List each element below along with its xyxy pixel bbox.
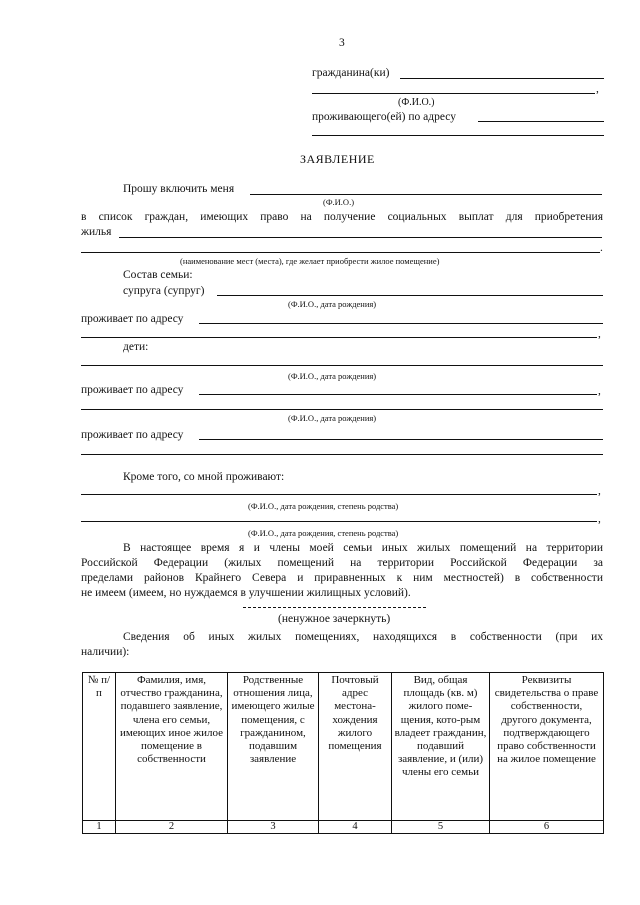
child2-lives-label: проживает по адресу bbox=[81, 429, 184, 441]
dashed-separator bbox=[243, 607, 426, 608]
paragraph-line2: Российской Федерации (жилых помещений на территории Российской Федерации за bbox=[81, 557, 603, 569]
column-number-2: 2 bbox=[116, 821, 228, 834]
request-line2: в список граждан, имеющих право на получение социальных выплат для приобретения bbox=[81, 211, 603, 223]
spouse-address-field[interactable] bbox=[199, 323, 603, 324]
request-line3: жилья bbox=[81, 226, 112, 238]
other-resident1-field[interactable] bbox=[81, 494, 597, 495]
info-line1: Сведения об иных жилых помещениях, находящихся в собственности (при их bbox=[123, 631, 603, 643]
header-comma: , bbox=[596, 83, 599, 95]
child2-address-field[interactable] bbox=[199, 439, 603, 440]
child2-field[interactable] bbox=[81, 409, 603, 410]
citizen-name-field[interactable] bbox=[400, 78, 604, 79]
family-heading: Состав семьи: bbox=[123, 269, 193, 281]
child2-caption: (Ф.И.О., дата рождения) bbox=[288, 413, 377, 423]
spouse-lives-label: проживает по адресу bbox=[81, 313, 184, 325]
column-number-5: 5 bbox=[392, 821, 490, 834]
header-col-address: Почтовый адрес местона-хождения жилого помещения bbox=[319, 673, 392, 821]
info-line2: наличии): bbox=[81, 646, 130, 658]
child1-comma: , bbox=[598, 385, 601, 397]
children-label: дети: bbox=[123, 341, 149, 353]
column-number-3: 3 bbox=[228, 821, 319, 834]
spouse-comma: , bbox=[598, 328, 601, 340]
paragraph-line1: В настоящее время я и члены моей семьи иных жилых помещений на территории bbox=[123, 542, 603, 554]
column-number-4: 4 bbox=[319, 821, 392, 834]
header-col-area: Вид, общая площадь (кв. м) жилого поме-щения, кото-рым владеет гражданин, подавший заявление, и (или) члены его семьи bbox=[392, 673, 490, 821]
housing-field[interactable] bbox=[119, 237, 602, 238]
table-header-row bbox=[83, 673, 604, 821]
request-line1: Прошу включить меня bbox=[123, 183, 235, 195]
spouse-caption: (Ф.И.О., дата рождения) bbox=[288, 299, 377, 309]
citizen-name-field-line2[interactable] bbox=[312, 93, 595, 94]
spouse-field[interactable] bbox=[217, 295, 603, 296]
request-fio-caption: (Ф.И.О.) bbox=[323, 197, 355, 207]
header-col-relation: Родственные отношения лица, имеющего жилые помещения, с гражданином, подавшим заявление bbox=[228, 673, 319, 821]
applicant-name-field[interactable] bbox=[250, 194, 602, 195]
address-label: проживающего(ей) по адресу bbox=[312, 111, 456, 123]
other1-comma: , bbox=[598, 485, 601, 497]
other-resident2-field[interactable] bbox=[81, 521, 597, 522]
column-number-1: 1 bbox=[83, 821, 116, 834]
header-col-fio: Фамилия, имя, отчество гражданина, подавшего заявление, члена его семьи, имеющих иное жилое помещение в собственности bbox=[116, 673, 228, 821]
table-row bbox=[83, 821, 604, 834]
header-fio-caption: (Ф.И.О.) bbox=[398, 97, 435, 108]
other-resident1-caption: (Ф.И.О., дата рождения, степень родства) bbox=[248, 501, 399, 511]
spouse-address-field-line2[interactable] bbox=[81, 337, 597, 338]
spouse-label: супруга (супруг) bbox=[123, 285, 205, 297]
child1-caption: (Ф.И.О., дата рождения) bbox=[288, 371, 377, 381]
paragraph-line4: не имеем (имеем, но нуждаемся в улучшении жилищных условий). bbox=[81, 587, 411, 599]
header-col-certificate: Реквизиты свидетельства о праве собственности, другого документа, подтверждающего право собственности на жилое помещение bbox=[490, 673, 604, 821]
request-period: . bbox=[600, 242, 603, 254]
property-table bbox=[82, 672, 604, 834]
child1-field[interactable] bbox=[81, 365, 603, 366]
page-number: 3 bbox=[339, 37, 345, 49]
housing-field-line2[interactable] bbox=[81, 252, 600, 253]
child2-address-field-line2[interactable] bbox=[81, 454, 603, 455]
places-caption: (наименование мест (места), где желает приобрести жилое помещение) bbox=[180, 256, 440, 266]
header-col-number: № п/п bbox=[83, 673, 116, 821]
citizen-label: гражданина(ки) bbox=[312, 67, 390, 79]
other-resident2-caption: (Ф.И.О., дата рождения, степень родства) bbox=[248, 528, 399, 538]
other2-comma: , bbox=[598, 513, 601, 525]
paragraph-line3: пределами районов Крайнего Севера и приравненных к ним местностей) в собственности bbox=[81, 572, 603, 584]
child1-address-field[interactable] bbox=[199, 394, 597, 395]
address-field-line2[interactable] bbox=[312, 135, 604, 136]
document-title: ЗАЯВЛЕНИЕ bbox=[300, 152, 375, 166]
child1-lives-label: проживает по адресу bbox=[81, 384, 184, 396]
also-live-heading: Кроме того, со мной проживают: bbox=[123, 471, 285, 483]
column-number-6: 6 bbox=[490, 821, 604, 834]
address-field[interactable] bbox=[478, 121, 604, 122]
strike-note: (ненужное зачеркнуть) bbox=[278, 613, 391, 625]
